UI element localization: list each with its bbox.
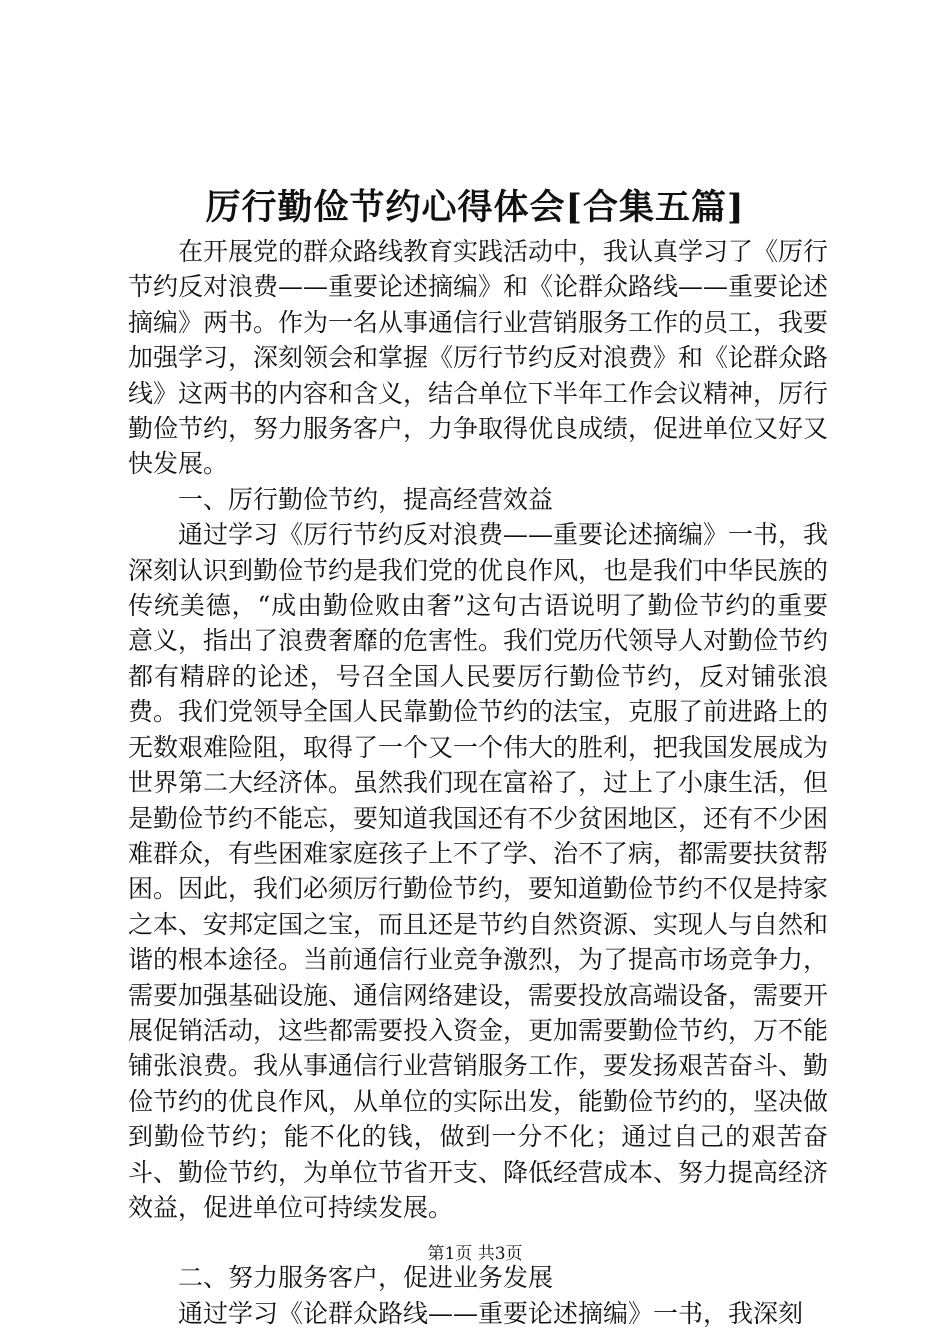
intro-paragraph: 在开展党的群众路线教育实践活动中，我认真学习了《厉行节约反对浪费——重要论述摘编》和《论群众路线——重要论述摘编》两书。作为一名从事通信行业营销服务工作的员工，我要加强学习，深刻领会和掌握《厉行节约反对浪费》和《论群众路线》这两书的内容和含义，结合单位下半年工作会议精神，厉行勤俭节约，努力服务客户，力争取得优良成绩，促进单位又好又快发展。 (128, 237, 829, 479)
document-body (128, 234, 828, 1331)
page-footer: 第1页 共3页 (427, 1244, 523, 1264)
section-2-heading: 二、努力服务客户，促进业务发展 (178, 1263, 554, 1293)
document-title: 厉行勤俭节约心得体会[合集五篇] (205, 187, 745, 228)
section-1-heading: 一、厉行勤俭节约，提高经营效益 (178, 484, 554, 514)
section-2-paragraph: 通过学习《论群众路线——重要论述摘编》一书，我深刻 (178, 1298, 804, 1328)
section-1-paragraph: 通过学习《厉行节约反对浪费——重要论述摘编》一书，我深刻认识到勤俭节约是我们党的优良作风，也是我们中华民族的传统美德，“成由勤俭败由奢”这句古语说明了勤俭节约的重要意义，指出了浪费奢靡的危害性。我们党历代领导人对勤俭节约都有精辟的论述，号召全国人民要厉行勤俭节约，反对铺张浪费。我们党领导全国人民靠勤俭节约的法宝，克服了前进路上的无数艰难险阻，取得了一个又一个伟大的胜利，把我国发展成为世界第二大经济体。虽然我们现在富裕了，过上了小康生活，但是勤俭节约不能忘，要知道我国还有不少贫困地区，还有不少困难群众，有些困难家庭孩子上不了学、治不了病，都需要扶贫帮困。因此，我们必须厉行勤俭节约，要知道勤俭节约不仅是持家之本、安邦定国之宝，而且还是节约自然资源、实现人与自然和谐的根本途径。当前通信行业竞争激烈，为了提高市场竞争力，需要加强基础设施、通信网络建设，需要投放高端设备，需要开展促销活动，这些都需要投入资金，更加需要勤俭节约，万不能铺张浪费。我从事通信行业营销服务工作，要发扬艰苦奋斗、勤俭节约的优良作风，从单位的实际出发，能勤俭节约的，坚决做到勤俭节约；能不化的钱，做到一分不化；通过自己的艰苦奋斗、勤俭节约，为单位节省开支、降低经营成本、努力提高经济效益，促进单位可持续发展。 (128, 520, 829, 1222)
